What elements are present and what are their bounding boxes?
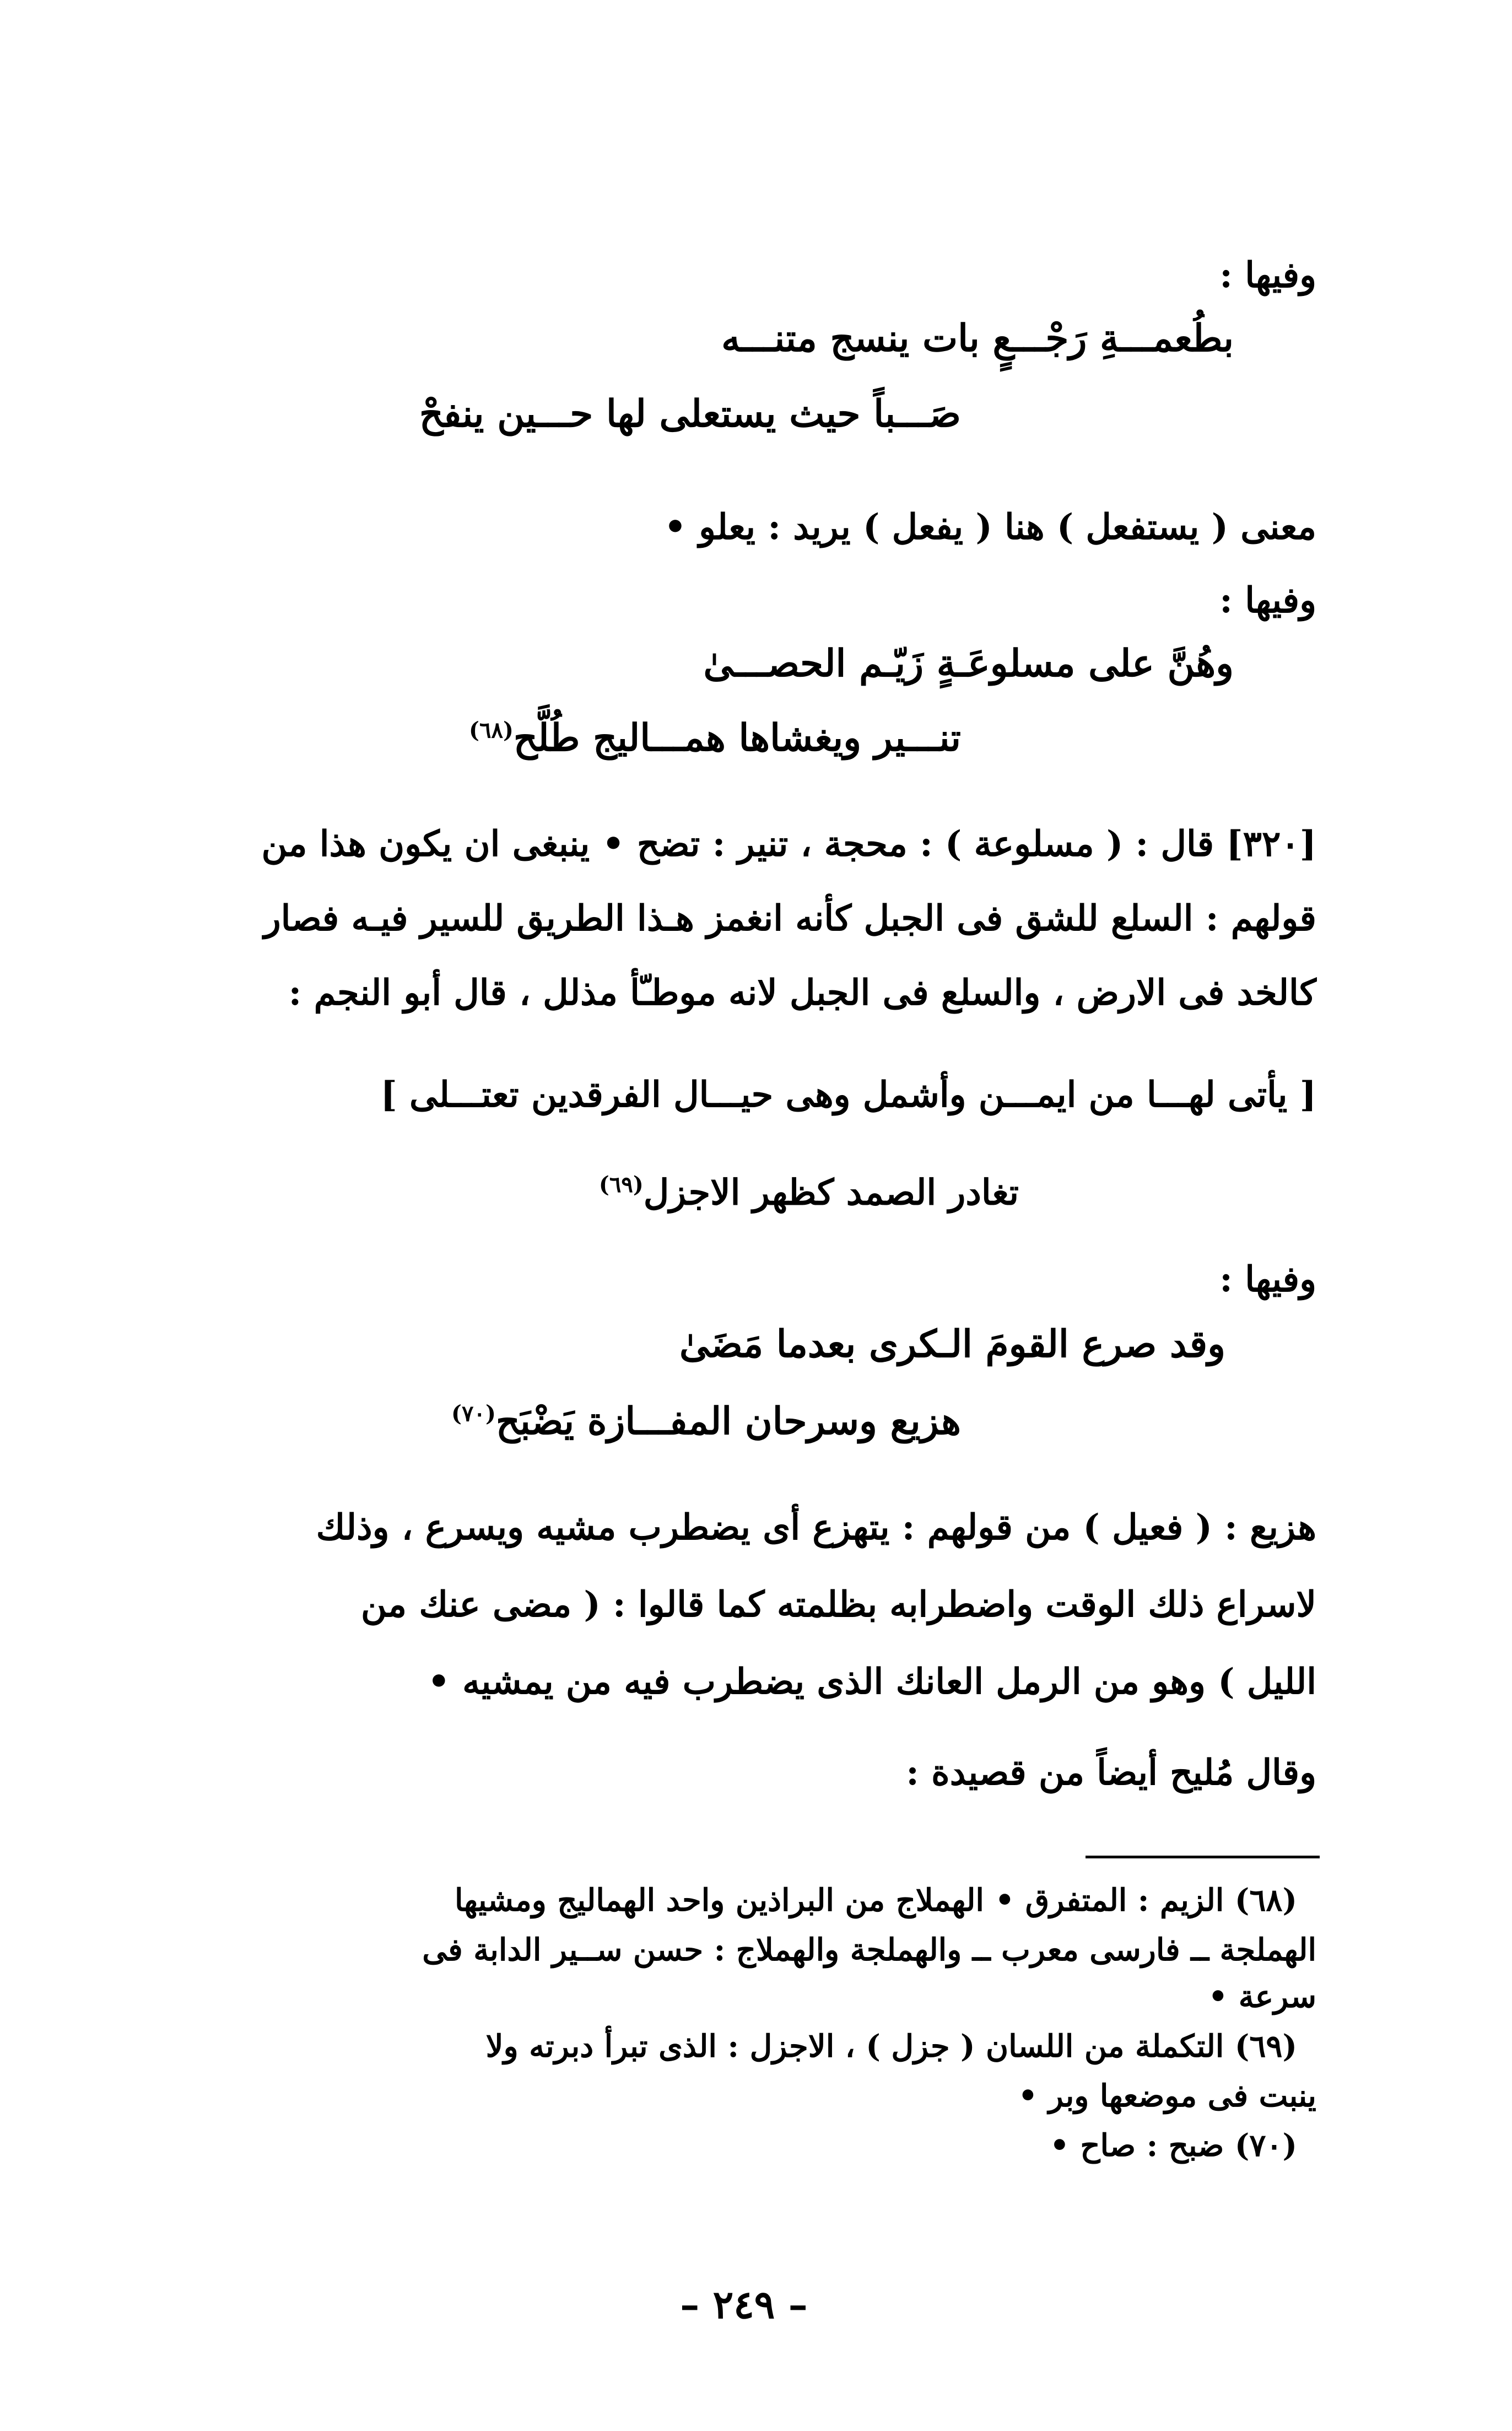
footnote-line: سرعة • <box>1208 1979 1316 2015</box>
paragraph-line: قولهم : السلع للشق فى الجبل كأنه انغمز هـذا الطريق للسير فيـه فصار <box>263 898 1316 939</box>
verse-text: تنـــير ويغشاها همـــاليج طُلَّح <box>513 716 961 760</box>
verse-line: صَـــباً حيث يستعلى لها حـــين ينفحْ <box>419 392 961 436</box>
verse-line <box>469 716 961 760</box>
section-header: وفيها : <box>1219 255 1316 296</box>
section-header: وفيها : <box>1219 1259 1316 1300</box>
verse-line <box>451 1399 961 1443</box>
verse-text: هزيع وسرحان المفـــازة يَضْبَح <box>495 1399 961 1443</box>
footnote-line: الهملجة ــ فارسى معرب ــ والهملجة والهملاج : حسن ســير الدابة فى <box>422 1932 1316 1968</box>
gloss-text: معنى ( يستفعل ) هنا ( يفعل ) يريد : يعلو • <box>663 506 1316 548</box>
quote-text: تغادر الصمد كظهر الاجزل <box>643 1172 1019 1214</box>
footnote-line: (٧٠) ضبح : صاح • <box>1050 2127 1297 2164</box>
closing-line: وقال مُليح أيضاً من قصيدة : <box>906 1752 1316 1793</box>
page-number: – ٢٤٩ – <box>680 2282 808 2327</box>
paragraph-line: [٣٢٠] قال : ( مسلوعة ) : محجة ، تنير : تضح • ينبغى ان يكون هذا من <box>261 823 1316 865</box>
paragraph-line: هزيع : ( فعيل ) من قولهم : يتهزع أى يضطرب مشيه ويسرع ، وذلك <box>316 1507 1316 1548</box>
paragraph-line: الليل ) وهو من الرمل العانك الذى يضطرب فيه من يمشيه • <box>427 1661 1316 1702</box>
footnote-ref: (٦٩) <box>598 1172 644 1198</box>
verse-line: بطُعمـــةِ رَجْـــعٍ بات ينسج متنـــه <box>721 316 1234 360</box>
paragraph-line: كالخد فى الارض ، والسلع فى الجبل لانه موطـّأ مذلل ، قال أبو النجم : <box>288 972 1316 1014</box>
footnote-line: ينبت فى موضعها وبر • <box>1018 2078 1316 2114</box>
footnote-line: (٦٩) التكملة من اللسان ( جزل ) ، الاجزل : الذى تبرأ دبرته ولا <box>485 2028 1297 2065</box>
paragraph-line: لاسراع ذلك الوقت واضطرابه بظلمته كما قالوا : ( مضى عنك من <box>361 1584 1316 1625</box>
footnote-ref: (٧٠) <box>451 1400 496 1427</box>
footnote-ref: (٦٨) <box>469 717 514 743</box>
verse-line: وقد صرع القومَ الـكرى بعدما مَضَىٰ <box>679 1322 1225 1366</box>
footnote-line: (٦٨) الزيم : المتفرق • الهملاج من البراذين واحد الهماليج ومشيها <box>454 1882 1297 1918</box>
section-header: وفيها : <box>1219 580 1316 621</box>
quoted-verse <box>598 1172 1019 1214</box>
verse-line: وهُنَّ على مسلوعَـةٍ زَيّـم الحصـــىٰ <box>703 642 1234 686</box>
footnote-divider <box>1086 1856 1320 1858</box>
quoted-verse: [ يأتى لهـــا من ايمـــن وأشمل وهى حيـــال الفرقدين تعتـــلى ] <box>380 1074 1316 1115</box>
